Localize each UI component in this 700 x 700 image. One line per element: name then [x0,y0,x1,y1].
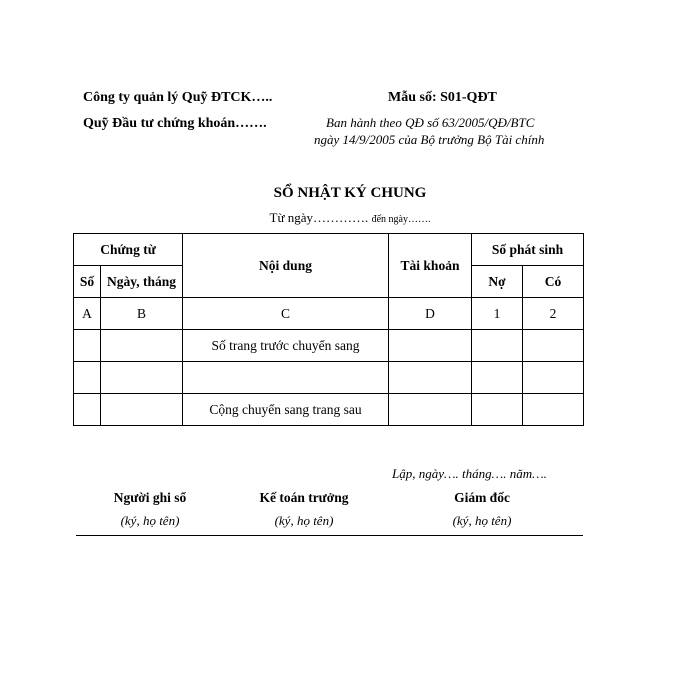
table-cell [472,362,523,394]
form-number: Mẫu số: S01-QĐT [388,90,497,105]
code-cell: B [101,298,183,330]
header-amount: Số phát sinh [472,234,584,266]
table-cell [183,362,389,394]
table-row [74,394,584,426]
signature-note-recorder: (ký, họ tên) [120,513,180,528]
table-cell [101,330,183,362]
code-cell: C [183,298,389,330]
code-row [74,298,584,330]
header-content: Nội dung [183,234,389,298]
code-cell: A [74,298,101,330]
table-cell: Số trang trước chuyển sang [183,330,389,362]
table-cell [472,330,523,362]
table-cell [74,330,101,362]
issued-by-line-2: ngày 14/9/2005 của Bộ trưởng Bộ Tài chính [314,132,545,147]
table-row [74,330,584,362]
table-cell: Cộng chuyển sang trang sau [183,394,389,426]
signature-title-chief-accountant: Kế toán trưởng [259,490,349,505]
journal-table [73,233,584,426]
period-to: đến ngày……. [371,214,431,225]
table-row [74,362,584,394]
issued-by-line-1: Ban hành theo QĐ số 63/2005/QĐ/BTC [326,115,535,130]
header-account: Tài khoản [389,234,472,298]
table-cell [523,362,584,394]
signature-title-recorder: Người ghi sổ [113,490,187,505]
period-line [0,210,700,226]
table-cell [523,330,584,362]
signature-title-director: Giám đốc [454,490,510,505]
header-voucher: Chứng từ [74,234,183,266]
header-credit: Có [523,266,584,298]
table-cell [472,394,523,426]
code-cell: 2 [523,298,584,330]
table-cell [389,362,472,394]
table-cell [74,394,101,426]
place-date-line: Lập, ngày…. tháng…. năm…. [392,466,547,481]
document-title: SỔ NHẬT KÝ CHUNG [273,185,427,201]
signature-note-director: (ký, họ tên) [452,513,512,528]
table-cell [74,362,101,394]
table-cell [101,394,183,426]
table-cell [101,362,183,394]
code-cell: D [389,298,472,330]
signature-note-chief-accountant: (ký, họ tên) [274,513,334,528]
header-date: Ngày, tháng [101,266,183,298]
header-debit: Nợ [472,266,523,298]
code-cell: 1 [472,298,523,330]
bottom-divider [76,535,583,536]
fund-name: Quỹ Đầu tư chứng khoán……. [83,116,267,131]
company-name: Công ty quản lý Quỹ ĐTCK….. [83,90,273,105]
period-from: Từ ngày…………. [269,210,369,225]
header-number: Số [74,266,101,298]
table-cell [523,394,584,426]
table-cell [389,330,472,362]
table-cell [389,394,472,426]
